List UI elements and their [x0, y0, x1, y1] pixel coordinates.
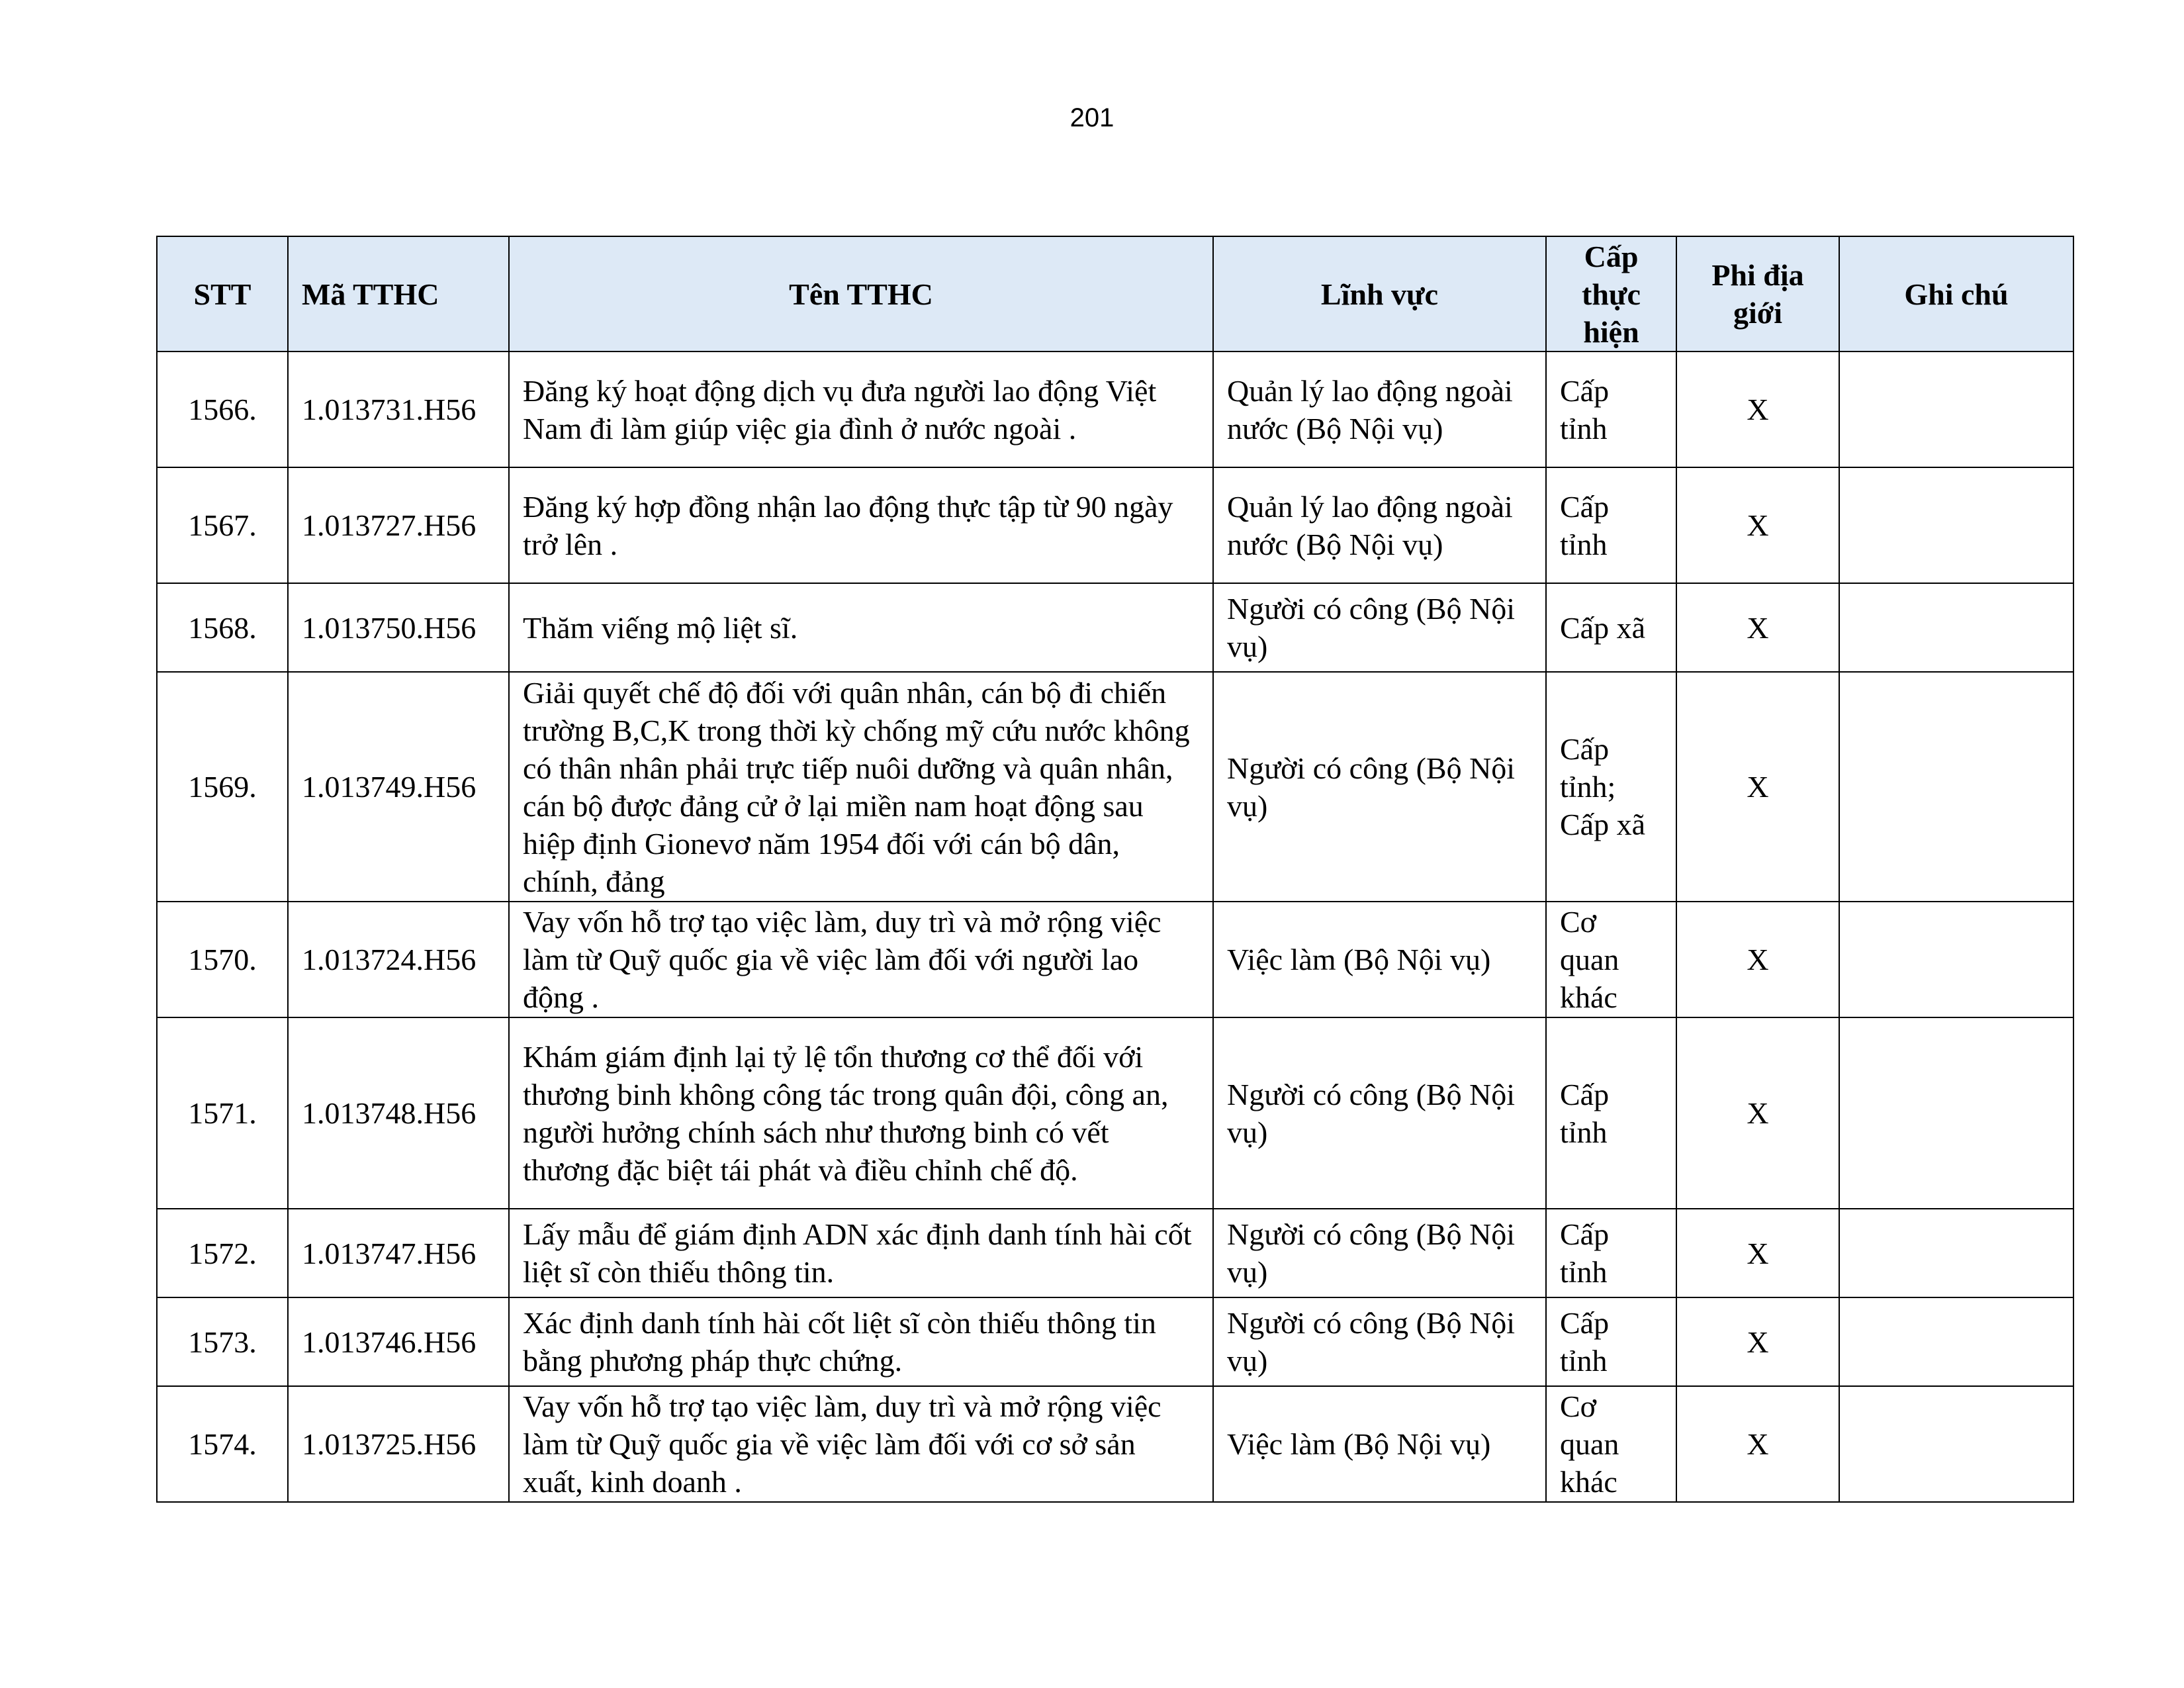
table-row: [157, 583, 2073, 672]
cell-code: 1.013731.H56: [288, 352, 509, 467]
cell-non-boundary: X: [1676, 1297, 1839, 1386]
cell-non-boundary: X: [1676, 1209, 1839, 1297]
table-row: [157, 1386, 2073, 1502]
cell-note: [1839, 1297, 2073, 1386]
header-non-boundary: Phi địa giới: [1676, 236, 1839, 352]
cell-level: Cấp tỉnh: [1546, 1209, 1676, 1297]
cell-field: Quản lý lao động ngoài nước (Bộ Nội vụ): [1213, 467, 1546, 583]
cell-note: [1839, 672, 2073, 902]
cell-code: 1.013746.H56: [288, 1297, 509, 1386]
cell-non-boundary: X: [1676, 583, 1839, 672]
cell-note: [1839, 902, 2073, 1017]
cell-name: Giải quyết chế độ đối với quân nhân, cán bộ đi chiến trường B,C,K trong thời kỳ chống mỹ cứu nước không có thân nhân phải trực tiếp nuôi dưỡng và quân nhân, cán bộ được đảng cử ở lại miền nam hoạt động sau hiệp định Gionevơ năm 1954 đối với cán bộ dân, chính, đảng: [509, 672, 1213, 902]
cell-field: Người có công (Bộ Nội vụ): [1213, 1209, 1546, 1297]
header-stt: STT: [157, 236, 288, 352]
cell-field: Người có công (Bộ Nội vụ): [1213, 672, 1546, 902]
cell-note: [1839, 1017, 2073, 1209]
cell-note: [1839, 583, 2073, 672]
cell-level: Cơ quan khác: [1546, 1386, 1676, 1502]
cell-code: 1.013727.H56: [288, 467, 509, 583]
cell-note: [1839, 467, 2073, 583]
cell-code: 1.013749.H56: [288, 672, 509, 902]
cell-non-boundary: X: [1676, 1386, 1839, 1502]
cell-name: Thăm viếng mộ liệt sĩ.: [509, 583, 1213, 672]
cell-non-boundary: X: [1676, 467, 1839, 583]
cell-stt: 1567.: [157, 467, 288, 583]
cell-code: 1.013747.H56: [288, 1209, 509, 1297]
cell-field: Người có công (Bộ Nội vụ): [1213, 1297, 1546, 1386]
cell-name: Đăng ký hoạt động dịch vụ đưa người lao động Việt Nam đi làm giúp việc gia đình ở nước ngoài .: [509, 352, 1213, 467]
table-row: [157, 672, 2073, 902]
cell-stt: 1566.: [157, 352, 288, 467]
table-row: [157, 1297, 2073, 1386]
header-note: Ghi chú: [1839, 236, 2073, 352]
cell-note: [1839, 1386, 2073, 1502]
table-header: [157, 236, 2073, 352]
cell-level: Cơ quan khác: [1546, 902, 1676, 1017]
cell-stt: 1572.: [157, 1209, 288, 1297]
cell-code: 1.013725.H56: [288, 1386, 509, 1502]
procedures-table: [156, 236, 2074, 1503]
cell-code: 1.013724.H56: [288, 902, 509, 1017]
cell-name: Vay vốn hỗ trợ tạo việc làm, duy trì và mở rộng việc làm từ Quỹ quốc gia về việc làm đối với người lao động .: [509, 902, 1213, 1017]
cell-level: Cấp tỉnh: [1546, 1017, 1676, 1209]
cell-field: Người có công (Bộ Nội vụ): [1213, 1017, 1546, 1209]
cell-non-boundary: X: [1676, 672, 1839, 902]
cell-note: [1839, 352, 2073, 467]
header-field: Lĩnh vực: [1213, 236, 1546, 352]
header-name: Tên TTHC: [509, 236, 1213, 352]
cell-field: Việc làm (Bộ Nội vụ): [1213, 1386, 1546, 1502]
table-row: [157, 352, 2073, 467]
cell-stt: 1571.: [157, 1017, 288, 1209]
cell-non-boundary: X: [1676, 902, 1839, 1017]
header-level: Cấp thực hiện: [1546, 236, 1676, 352]
cell-note: [1839, 1209, 2073, 1297]
cell-stt: 1573.: [157, 1297, 288, 1386]
cell-stt: 1568.: [157, 583, 288, 672]
cell-stt: 1570.: [157, 902, 288, 1017]
cell-name: Lấy mẫu để giám định ADN xác định danh tính hài cốt liệt sĩ còn thiếu thông tin.: [509, 1209, 1213, 1297]
table-row: [157, 467, 2073, 583]
cell-field: Quản lý lao động ngoài nước (Bộ Nội vụ): [1213, 352, 1546, 467]
cell-level: Cấp xã: [1546, 583, 1676, 672]
table-row: [157, 1209, 2073, 1297]
cell-code: 1.013750.H56: [288, 583, 509, 672]
cell-name: Đăng ký hợp đồng nhận lao động thực tập từ 90 ngày trở lên .: [509, 467, 1213, 583]
cell-stt: 1569.: [157, 672, 288, 902]
table-row: [157, 1017, 2073, 1209]
cell-non-boundary: X: [1676, 352, 1839, 467]
cell-non-boundary: X: [1676, 1017, 1839, 1209]
cell-level: Cấp tỉnh; Cấp xã: [1546, 672, 1676, 902]
header-code: Mã TTHC: [288, 236, 509, 352]
cell-field: Người có công (Bộ Nội vụ): [1213, 583, 1546, 672]
cell-stt: 1574.: [157, 1386, 288, 1502]
page-number: 201: [1069, 103, 1115, 132]
table-body: [157, 352, 2073, 1502]
header-row: [157, 236, 2073, 352]
cell-level: Cấp tỉnh: [1546, 352, 1676, 467]
cell-field: Việc làm (Bộ Nội vụ): [1213, 902, 1546, 1017]
cell-level: Cấp tỉnh: [1546, 1297, 1676, 1386]
cell-code: 1.013748.H56: [288, 1017, 509, 1209]
cell-name: Xác định danh tính hài cốt liệt sĩ còn thiếu thông tin bằng phương pháp thực chứng.: [509, 1297, 1213, 1386]
cell-name: Vay vốn hỗ trợ tạo việc làm, duy trì và mở rộng việc làm từ Quỹ quốc gia về việc làm đối với cơ sở sản xuất, kinh doanh .: [509, 1386, 1213, 1502]
cell-level: Cấp tỉnh: [1546, 467, 1676, 583]
cell-name: Khám giám định lại tỷ lệ tổn thương cơ thể đối với thương binh không công tác trong quân đội, công an, người hưởng chính sách như thương binh có vết thương đặc biệt tái phát và điều chỉnh chế độ.: [509, 1017, 1213, 1209]
table-row: [157, 902, 2073, 1017]
